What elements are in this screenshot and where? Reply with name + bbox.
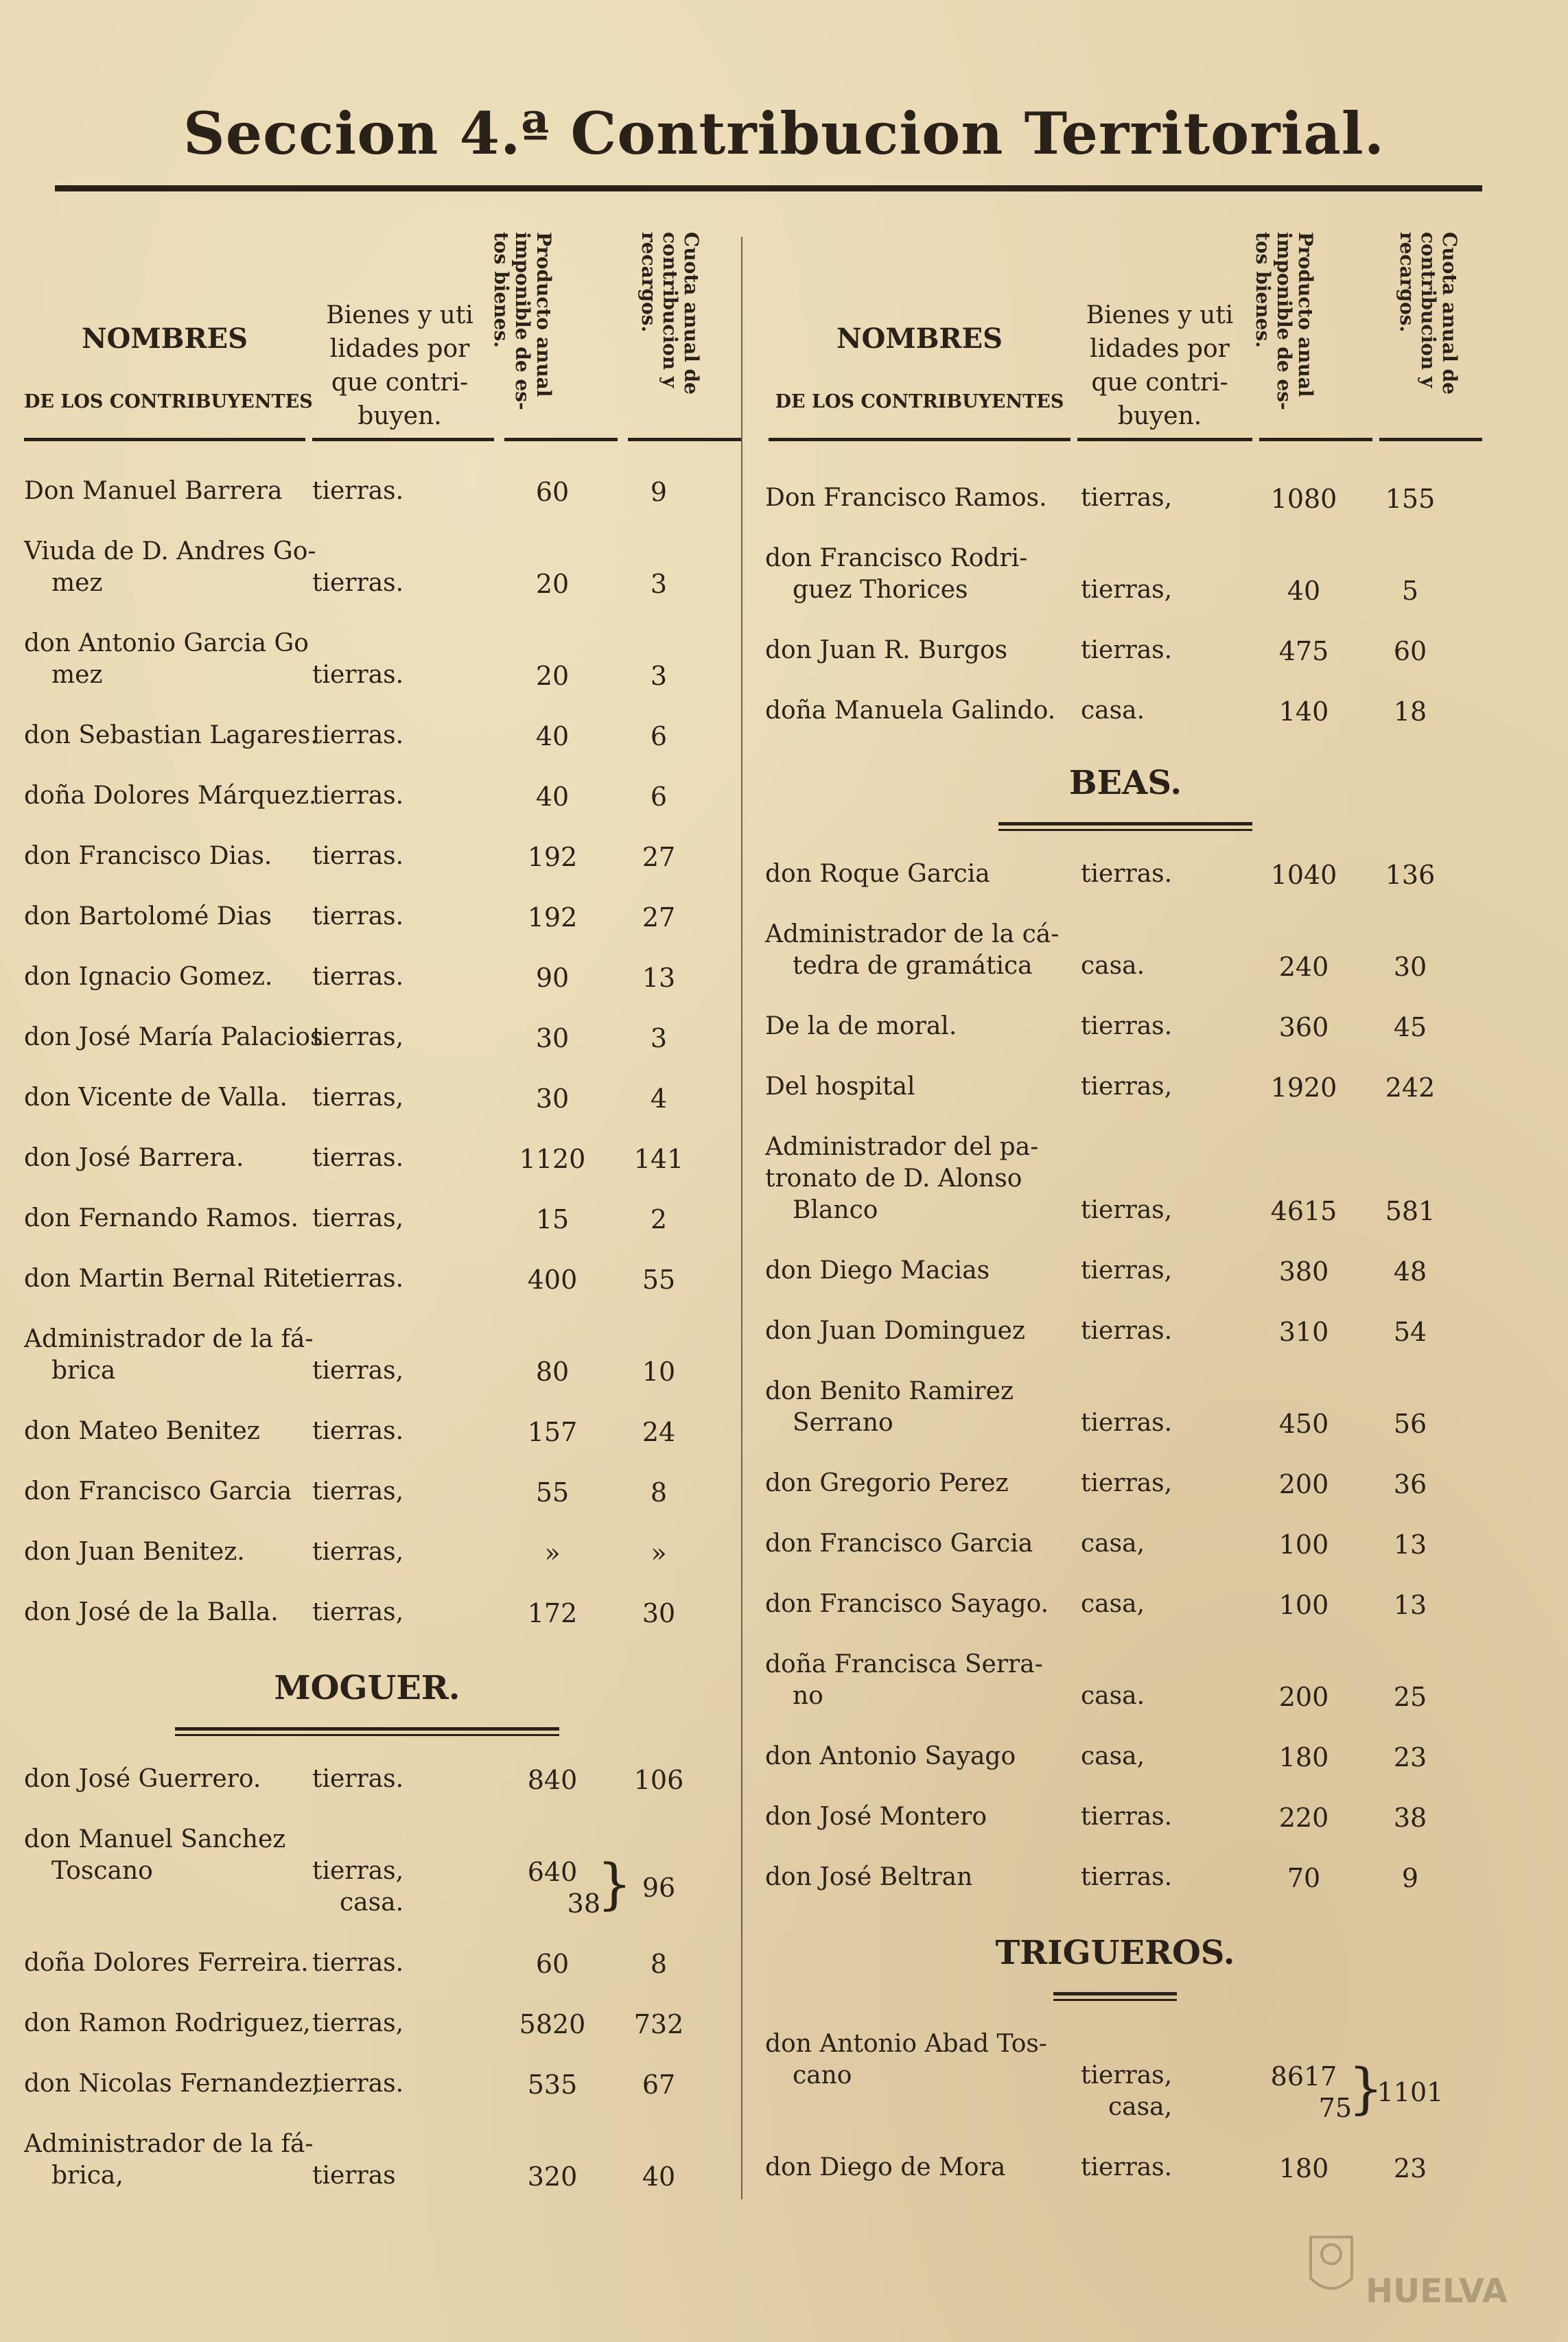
annual-quota: 8 — [650, 1949, 668, 1979]
annual-quota: 56 — [1393, 1409, 1427, 1439]
goods-type: tierras. — [312, 721, 404, 749]
annual-quota: 60 — [1393, 636, 1427, 666]
goods-type: tierras, — [312, 1357, 404, 1385]
contributor-name-line: Administrador del pa- — [765, 1133, 1039, 1161]
right-column — [769, 220, 1482, 446]
contributor-name: Don Francisco Ramos. — [765, 484, 1047, 512]
annual-quota: 1101 — [1377, 2077, 1444, 2107]
goods-type: tierras. — [312, 782, 404, 810]
annual-product: 1040 — [1270, 860, 1337, 890]
annual-quota: 13 — [1393, 1590, 1427, 1620]
header-rule — [1077, 438, 1252, 441]
goods-type: casa. — [340, 1888, 404, 1917]
annual-product: 140 — [1278, 696, 1329, 727]
header-bienes-line: que contri- — [331, 368, 469, 397]
contributor-name-line: doña Francisca Serra- — [765, 1650, 1043, 1678]
annual-product: 240 — [1278, 952, 1329, 982]
goods-type: tierras, — [312, 1084, 404, 1112]
annual-quota: 67 — [642, 2070, 676, 2100]
annual-quota: 13 — [642, 963, 676, 993]
annual-product: 100 — [1278, 1590, 1329, 1620]
goods-type: tierras. — [1081, 1012, 1173, 1040]
goods-type: casa. — [1081, 696, 1145, 725]
contributor-name: tedra de gramática — [793, 952, 1033, 980]
annual-product: 1120 — [519, 1144, 586, 1174]
annual-quota: 155 — [1385, 484, 1436, 514]
goods-type: tierras, — [312, 1477, 404, 1506]
annual-product: 157 — [527, 1417, 578, 1447]
contributor-name-line: don Francisco Rodri- — [765, 544, 1028, 572]
annual-product: 75 — [1318, 2093, 1352, 2123]
section-heading: MOGUER. — [274, 1669, 460, 1707]
goods-type: casa, — [1081, 1742, 1145, 1770]
header-rule — [312, 438, 494, 441]
header-bienes-line: buyen. — [358, 402, 442, 430]
contributor-name-line: Administrador de la fá- — [24, 1325, 314, 1353]
goods-type: tierras. — [312, 963, 404, 991]
goods-type: tierras. — [1081, 1317, 1173, 1345]
annual-quota: 36 — [1393, 1469, 1427, 1499]
annual-quota: 30 — [1393, 952, 1427, 982]
section-rule — [175, 1727, 559, 1736]
header-bienes — [309, 298, 491, 433]
annual-quota: 4 — [650, 1084, 668, 1114]
contributor-name: don Juan Dominguez — [765, 1317, 1025, 1345]
contributor-name: don Diego de Mora — [765, 2153, 1006, 2181]
goods-type: tierras. — [1081, 636, 1173, 664]
contributor-name-line: Administrador de la fá- — [24, 2130, 314, 2158]
header-bienes-line: Bienes y uti — [1086, 301, 1234, 329]
goods-type: tierras, — [1081, 1469, 1173, 1497]
contributor-name: don Gregorio Perez — [765, 1469, 1009, 1497]
annual-product: 60 — [535, 477, 570, 507]
annual-product: 5820 — [519, 2009, 586, 2039]
contributor-name: brica, — [51, 2162, 124, 2190]
annual-quota: 55 — [642, 1265, 676, 1295]
annual-quota: 40 — [642, 2162, 676, 2192]
annual-product: 38 — [567, 1888, 600, 1919]
goods-type: tierras. — [1081, 1863, 1173, 1891]
annual-quota: 23 — [1393, 1742, 1427, 1772]
annual-quota: 2 — [650, 1204, 668, 1234]
annual-product: 310 — [1278, 1317, 1329, 1347]
goods-type: tierras. — [312, 1949, 404, 1977]
goods-type: casa. — [1081, 952, 1145, 980]
goods-type: tierras. — [312, 2070, 404, 2098]
header-rule — [628, 438, 741, 441]
annual-quota: 3 — [650, 661, 668, 691]
contributor-name: cano — [793, 2061, 852, 2089]
header-bienes-line: que contri- — [1091, 368, 1228, 397]
annual-product: 8617 — [1270, 2061, 1337, 2092]
header-bienes — [1064, 298, 1256, 433]
contributor-name: don Martin Bernal Rite — [24, 1265, 314, 1293]
goods-type: tierras, — [1081, 484, 1173, 512]
annual-quota: » — [651, 1538, 667, 1568]
header-producto: Producto anual imponible de es-tos bienes. — [1252, 232, 1317, 410]
contributor-name-line: don Antonio Garcia Go — [24, 629, 309, 657]
header-bienes-line: Bienes y uti — [326, 301, 473, 329]
contributor-name: doña Dolores Márquez. — [24, 782, 317, 810]
header-rule — [24, 438, 305, 441]
contributor-name: don Roque Garcia — [765, 860, 990, 888]
annual-product: 172 — [527, 1598, 578, 1628]
annual-product: 192 — [527, 902, 578, 933]
annual-product: 20 — [535, 661, 570, 691]
goods-type: tierras, — [312, 1857, 404, 1885]
annual-product: 20 — [535, 569, 570, 599]
header-nombres: NOMBRES — [81, 323, 248, 355]
annual-quota: 27 — [642, 842, 676, 872]
title-rule — [55, 185, 1482, 191]
section-heading: BEAS. — [1068, 764, 1182, 802]
goods-type: tierras. — [312, 1265, 404, 1293]
contributor-name: don Vicente de Valla. — [24, 1084, 288, 1112]
annual-product: 55 — [535, 1477, 570, 1508]
watermark-text: HUELVA — [1366, 2272, 1508, 2310]
coat-of-arms-icon — [1311, 2237, 1352, 2288]
annual-product: 30 — [535, 1084, 570, 1114]
goods-type: tierras, — [312, 1598, 404, 1626]
contributor-name: Serrano — [793, 1409, 893, 1437]
annual-quota: 732 — [633, 2009, 684, 2039]
contributor-name: don Juan Benitez. — [24, 1538, 245, 1566]
contributor-name: don Ramon Rodriguez, — [24, 2009, 311, 2037]
header-bienes-line: lidades por — [329, 335, 470, 363]
contributor-name: don Francisco Garcia — [765, 1530, 1033, 1558]
annual-quota: 96 — [642, 1873, 676, 1903]
annual-product: 200 — [1278, 1469, 1329, 1499]
annual-quota: 45 — [1393, 1012, 1427, 1042]
contributor-name: don José Guerrero. — [24, 1765, 261, 1793]
goods-type: tierras, — [1081, 1196, 1173, 1224]
goods-type: tierras. — [312, 1765, 404, 1793]
header-cuota: Cuota anual de contribucion y recargos. — [637, 232, 703, 395]
annual-quota: 27 — [642, 902, 676, 933]
contributor-name: guez Thorices — [793, 576, 968, 604]
right-table-header — [769, 220, 1482, 446]
goods-type: tierras. — [1081, 2153, 1173, 2181]
contributor-name-line: don Manuel Sanchez — [24, 1825, 286, 1853]
annual-product: 70 — [1287, 1863, 1321, 1893]
annual-product: 1920 — [1270, 1073, 1337, 1103]
contributor-name: don Francisco Garcia — [24, 1477, 292, 1506]
annual-product: 475 — [1278, 636, 1329, 666]
header-rule — [769, 438, 1070, 441]
annual-quota: 38 — [1393, 1803, 1427, 1833]
goods-type: tierras, — [1081, 576, 1173, 604]
goods-type: tierras. — [1081, 1803, 1173, 1831]
header-cuota: Cuota anual de contribucion y recargos. — [1396, 232, 1461, 395]
annual-product: 30 — [535, 1023, 570, 1053]
annual-quota: 106 — [633, 1765, 684, 1795]
annual-product: 40 — [1287, 576, 1321, 606]
contributor-name: Don Manuel Barrera — [24, 477, 283, 505]
contributor-name: don Fernando Ramos. — [24, 1204, 299, 1232]
annual-quota: 5 — [1401, 576, 1419, 606]
annual-product: 80 — [535, 1357, 570, 1387]
contributor-name: don Francisco Dias. — [24, 842, 272, 870]
contributor-name: brica — [51, 1357, 116, 1385]
page-title: Seccion 4.ª Contribucion Territorial. — [183, 99, 1385, 167]
annual-quota: 3 — [650, 1023, 668, 1053]
annual-quota: 24 — [642, 1417, 676, 1447]
contributor-name: don Francisco Sayago. — [765, 1590, 1049, 1618]
goods-type: tierras, — [312, 1023, 404, 1051]
contributor-name: don José María Palacios — [24, 1023, 323, 1051]
contributor-name: De la de moral. — [765, 1012, 957, 1040]
annual-quota: 10 — [642, 1357, 676, 1387]
contributor-name: don Bartolomé Dias — [24, 902, 272, 930]
annual-product: 60 — [535, 1949, 570, 1979]
header-rule — [1379, 438, 1482, 441]
section-rule — [998, 822, 1252, 831]
annual-quota: 581 — [1385, 1196, 1436, 1226]
goods-type: tierras. — [1081, 1409, 1173, 1437]
contributor-name: don José Montero — [765, 1803, 987, 1831]
annual-product: 400 — [527, 1265, 578, 1295]
annual-product: 535 — [527, 2070, 578, 2100]
annual-quota: 9 — [650, 477, 668, 507]
huelva-watermark — [1290, 2223, 1517, 2326]
column-divider — [741, 237, 742, 2199]
goods-type: tierras, — [312, 1538, 404, 1566]
annual-product: 220 — [1278, 1803, 1329, 1833]
annual-quota: 13 — [1393, 1530, 1427, 1560]
contributor-name-line: Administrador de la cá- — [765, 920, 1060, 948]
contributor-name-line: tronato de D. Alonso — [765, 1164, 1022, 1193]
goods-type: tierras, — [1081, 1073, 1173, 1101]
annual-quota: 242 — [1385, 1073, 1436, 1103]
goods-type: tierras. — [312, 477, 404, 505]
contributor-name: don Nicolas Fernandez, — [24, 2070, 320, 2098]
goods-type: tierras — [312, 2162, 396, 2190]
header-rule — [1259, 438, 1372, 441]
annual-product: 90 — [535, 963, 570, 993]
contributor-name: no — [793, 1682, 823, 1710]
annual-product: 100 — [1278, 1530, 1329, 1560]
contributor-name: don Sebastian Lagares. — [24, 721, 318, 749]
annual-quota: 6 — [650, 721, 668, 751]
goods-type: tierras, — [312, 1204, 404, 1232]
contributor-name: mez — [51, 661, 103, 689]
header-nombres: NOMBRES — [836, 323, 1003, 355]
contributor-name: Del hospital — [765, 1073, 915, 1101]
annual-product: 192 — [527, 842, 578, 872]
contributor-name: Toscano — [51, 1857, 153, 1885]
annual-quota: 136 — [1385, 860, 1436, 890]
section-heading: TRIGUEROS. — [995, 1934, 1235, 1972]
goods-type: tierras. — [312, 842, 404, 870]
contributor-name: don José Beltran — [765, 1863, 973, 1891]
contributor-name: don José Barrera. — [24, 1144, 244, 1172]
contributor-name-line: Viuda de D. Andres Go- — [24, 537, 316, 565]
contributor-name: don Diego Macias — [765, 1256, 990, 1285]
header-bienes-line: buyen. — [1117, 402, 1202, 430]
annual-product: 320 — [527, 2162, 578, 2192]
contributor-name: mez — [51, 569, 103, 597]
contributor-name-line: don Benito Ramirez — [765, 1377, 1014, 1405]
brace-icon: } — [597, 1852, 632, 1916]
annual-product: 40 — [535, 721, 570, 751]
header-producto: Producto anual imponible de es-tos bienes. — [490, 232, 555, 410]
brace-icon: } — [1348, 2057, 1383, 2120]
header-nombres-sub: DE LOS CONTRIBUYENTES — [775, 391, 1064, 412]
annual-product: 200 — [1278, 1682, 1329, 1712]
annual-quota: 141 — [633, 1144, 684, 1174]
contributor-name: don José de la Balla. — [24, 1598, 279, 1626]
header-nombres-sub: DE LOS CONTRIBUYENTES — [24, 391, 313, 412]
goods-type: tierras. — [312, 661, 404, 689]
annual-quota: 3 — [650, 569, 668, 599]
annual-product: 180 — [1278, 2153, 1329, 2183]
annual-quota: 18 — [1393, 696, 1427, 727]
contributor-name-line: don Antonio Abad Tos- — [765, 2030, 1048, 2058]
annual-product: 840 — [527, 1765, 578, 1795]
annual-product: 640 — [527, 1857, 578, 1887]
annual-quota: 9 — [1401, 1863, 1419, 1893]
contributor-name: doña Manuela Galindo. — [765, 696, 1056, 725]
goods-type: tierras. — [312, 1417, 404, 1445]
goods-type: tierras, — [1081, 1256, 1173, 1285]
goods-type: tierras. — [312, 1144, 404, 1172]
section-rule — [1053, 1992, 1177, 2001]
annual-product: » — [544, 1538, 561, 1568]
contributor-name: don Ignacio Gomez. — [24, 963, 273, 991]
annual-quota: 25 — [1393, 1682, 1427, 1712]
goods-type: casa, — [1081, 1590, 1145, 1618]
annual-product: 15 — [535, 1204, 570, 1234]
goods-type: tierras. — [312, 902, 404, 930]
header-rule — [504, 438, 618, 441]
annual-product: 4615 — [1270, 1196, 1337, 1226]
annual-product: 1080 — [1270, 484, 1337, 514]
goods-type: tierras. — [1081, 860, 1173, 888]
annual-product: 40 — [535, 782, 570, 812]
left-column — [24, 220, 717, 446]
goods-type: casa, — [1108, 2093, 1173, 2121]
annual-quota: 30 — [642, 1598, 676, 1628]
contributor-name: don Mateo Benitez — [24, 1417, 260, 1445]
annual-product: 180 — [1278, 1742, 1329, 1772]
annual-quota: 54 — [1393, 1317, 1427, 1347]
goods-type: tierras, — [1081, 2061, 1173, 2089]
annual-product: 360 — [1278, 1012, 1329, 1042]
annual-product: 450 — [1278, 1409, 1329, 1439]
annual-quota: 8 — [650, 1477, 668, 1508]
contributor-name: don Antonio Sayago — [765, 1742, 1016, 1770]
goods-type: tierras. — [312, 569, 404, 597]
annual-product: 380 — [1278, 1256, 1329, 1287]
goods-type: tierras, — [312, 2009, 404, 2037]
goods-type: casa, — [1081, 1530, 1145, 1558]
annual-quota: 48 — [1393, 1256, 1427, 1287]
contributor-name: doña Dolores Ferreira. — [24, 1949, 309, 1977]
contributor-name: don Juan R. Burgos — [765, 636, 1008, 664]
contributor-name: Blanco — [793, 1196, 878, 1224]
header-bienes-line: lidades por — [1090, 335, 1230, 363]
annual-quota: 6 — [650, 782, 668, 812]
goods-type: casa. — [1081, 1682, 1145, 1710]
annual-quota: 23 — [1393, 2153, 1427, 2183]
left-table-header — [24, 220, 717, 446]
